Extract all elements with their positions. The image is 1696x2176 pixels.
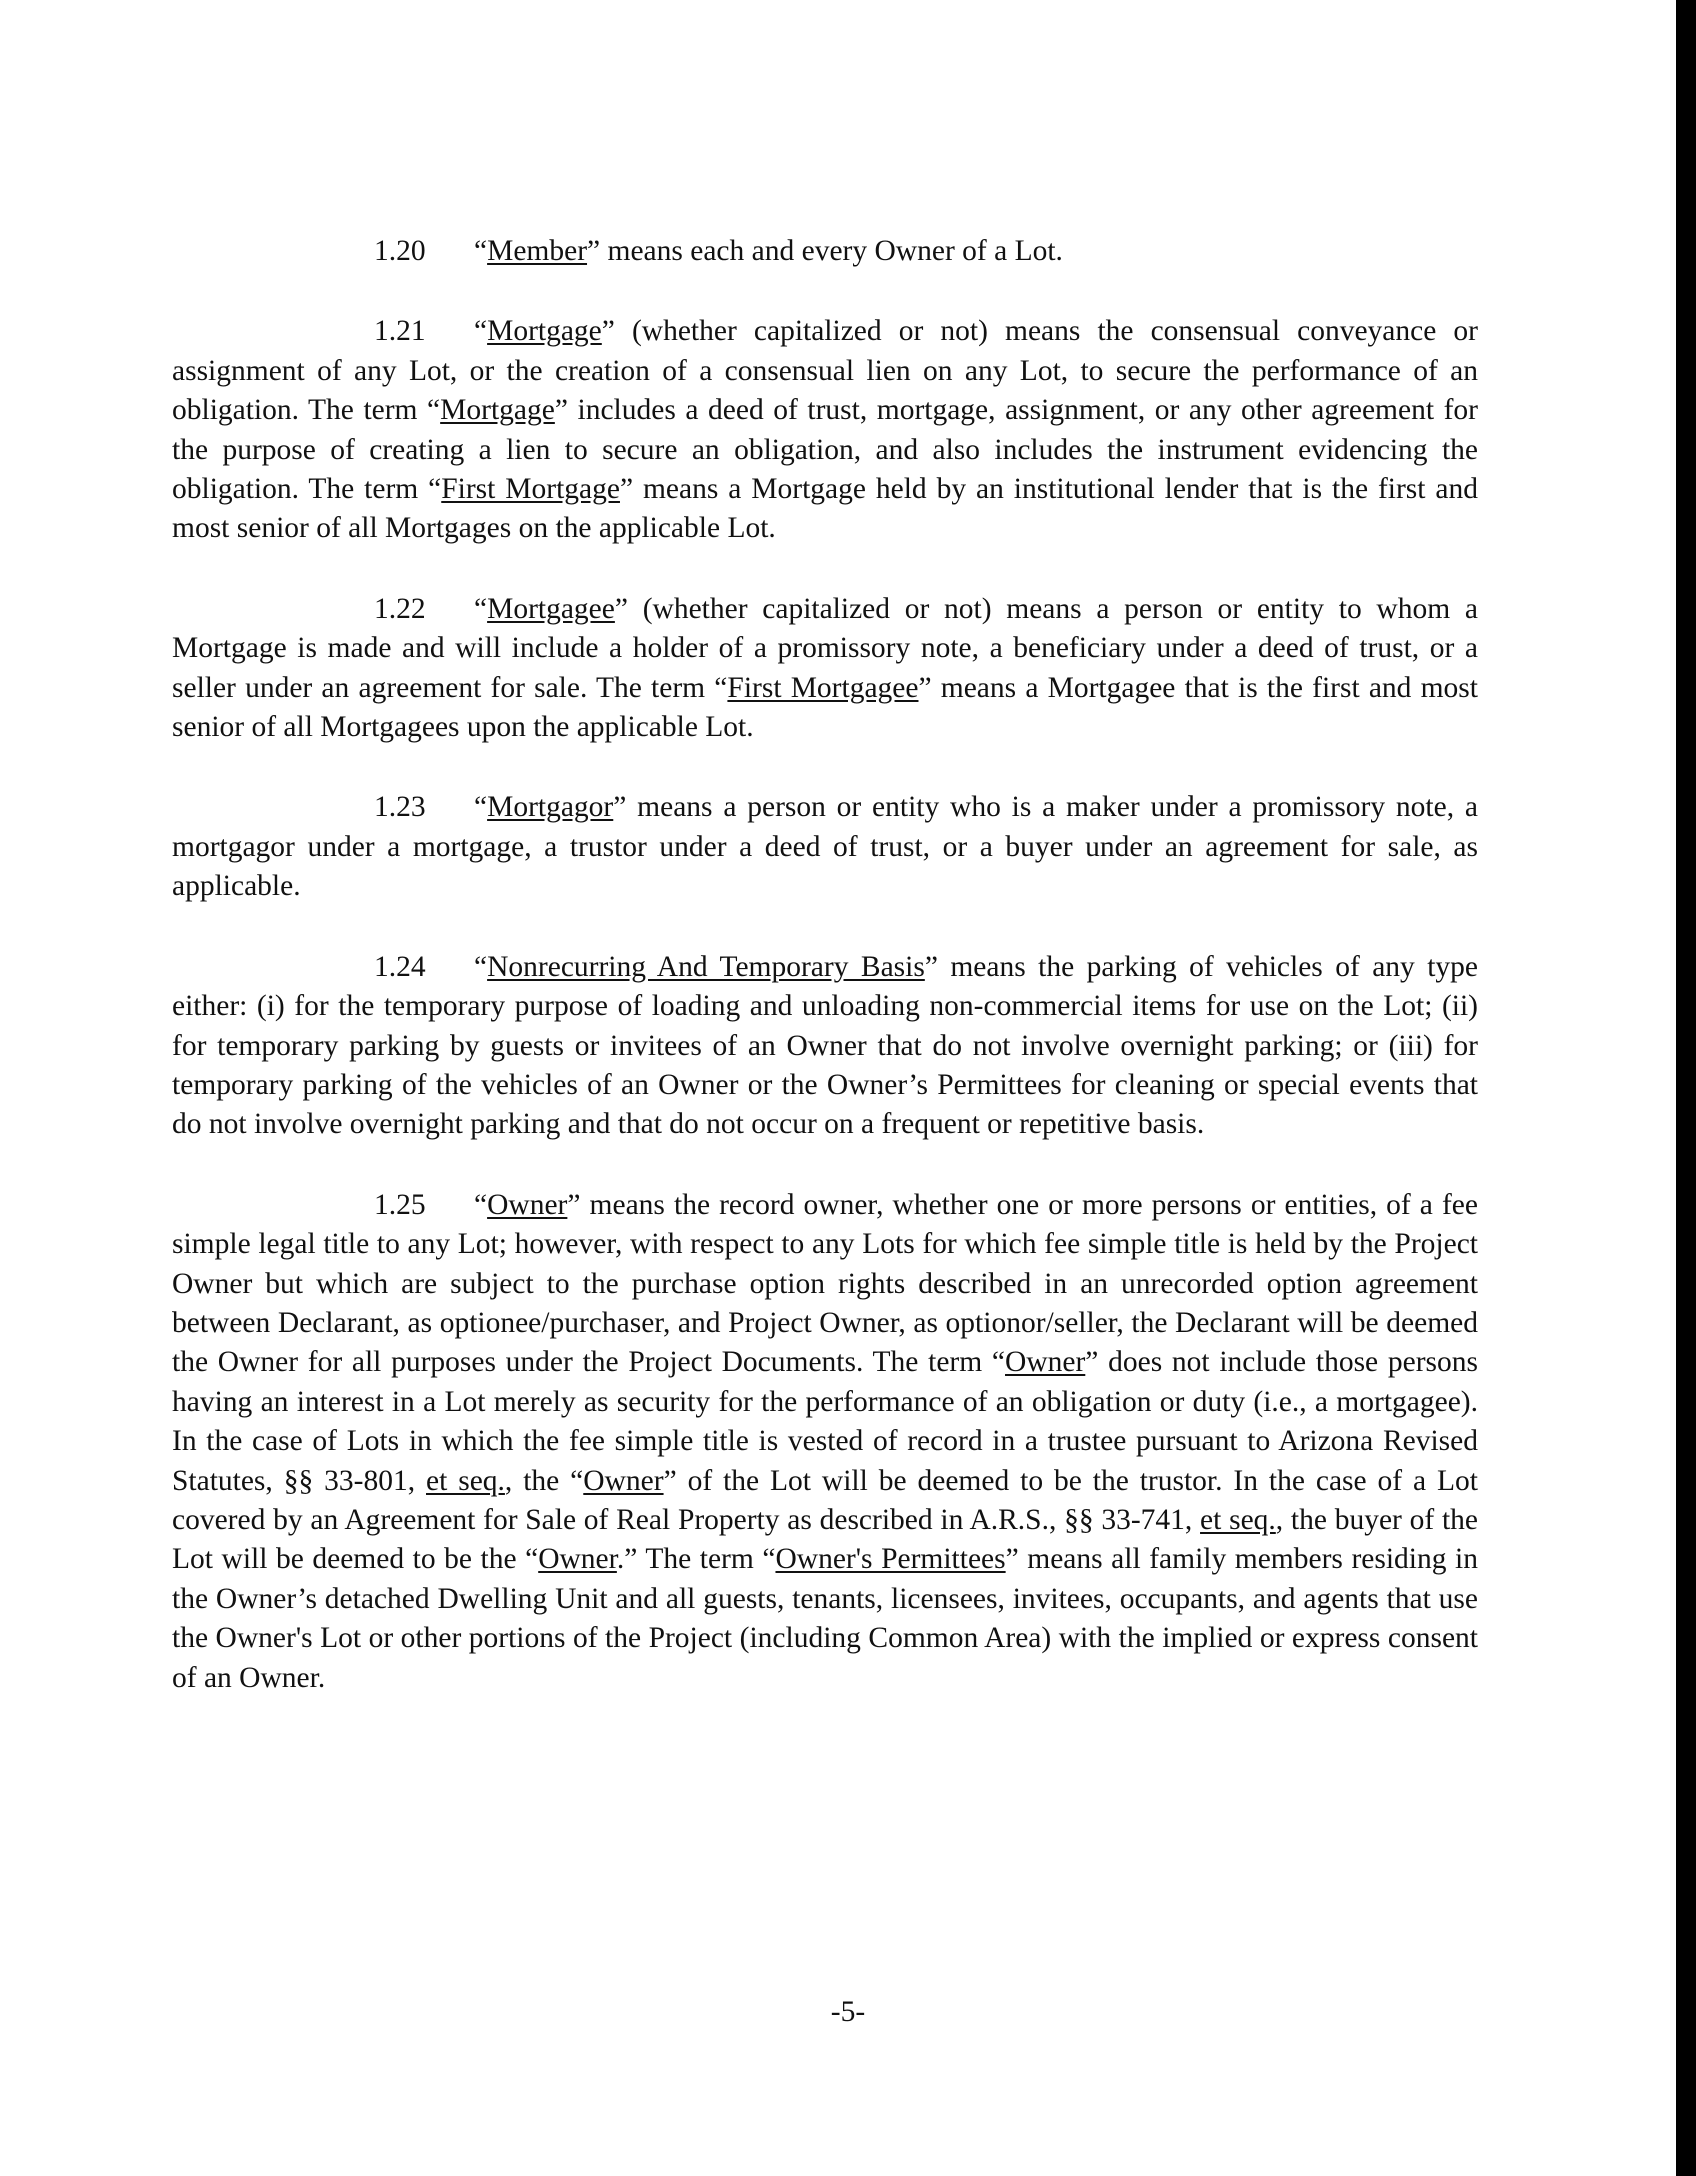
section-number: 1.21 — [374, 315, 426, 348]
text-run: ” means each and every Owner of a Lot. — [587, 235, 1063, 267]
text-run: “ — [474, 791, 488, 824]
defined-term: First Mortgagee — [727, 671, 919, 704]
defined-term: Mortgage — [487, 315, 602, 348]
text-run: ” means the parking of vehicles of any type either: (i) for the temporary purpose of loading and unloading non-commercial items for use on the Lot; (ii) for temporary parking by guests or invitees of an Owner that do not involve overnight parking; or (iii) for temporary parking of the vehicles of an Owner or the Owner’s Permittees for cleaning or special events that do not involve overnight parking and that do not occur on a frequent or repetitive basis. — [172, 950, 1478, 1141]
text-run: ” means all family members residing in the Owner’s detached Dwelling Unit and all guests, tenants, licensees, invitees, occupants, and agents that use the Owner's Lot or other portions of the Project (including Common Area) with the implied or express consent of an Owner. — [172, 1543, 1478, 1694]
defined-term: Mortgagor — [487, 791, 614, 824]
text-run: “ — [474, 315, 488, 348]
page-number: -5- — [830, 1996, 866, 2028]
defined-term: Owner — [583, 1464, 664, 1497]
defined-term: et seq. — [426, 1464, 505, 1497]
section-1-20 — [172, 232, 1478, 271]
defined-term: First Mortgage — [441, 473, 620, 506]
text-run: “ — [474, 592, 488, 625]
defined-term: Owner — [538, 1543, 617, 1576]
text-run: “ — [474, 950, 488, 983]
scan-edge-border — [1676, 0, 1696, 2176]
text-run: ” of the Lot will be deemed to be the trustor. In the case of a Lot covered by an Agreement for Sale of Real Property as described in A.R.S., §§ 33-741, — [172, 1464, 1478, 1536]
section-1-25 — [172, 1186, 1478, 1698]
section-number: 1.25 — [374, 1188, 426, 1221]
defined-term: Owner — [487, 1188, 568, 1221]
text-run: “ — [474, 235, 488, 267]
section-1-22 — [172, 590, 1478, 748]
defined-term: Mortgagee — [487, 592, 615, 625]
defined-term: Mortgage — [440, 394, 555, 427]
section-number: 1.22 — [374, 592, 426, 625]
text-run: ” means a person or entity who is a maker under a promissory note, a mortgagor under a mortgage, a trustor under a deed of trust, or a buyer under an agreement for sale, as applicable. — [172, 791, 1478, 903]
section-1-24 — [172, 948, 1478, 1145]
section-number: 1.24 — [374, 950, 426, 983]
text-run: ” does not include those persons having an interest in a Lot merely as security for the performance of an obligation or duty (i.e., a mortgagee). In the case of Lots in which the fee simple title is vested of record in a trustee pursuant to Arizona Revised Statutes, §§ 33-801, — [172, 1346, 1478, 1497]
section-1-21 — [172, 312, 1478, 548]
text-run: ” (whether capitalized or not) means the consensual conveyance or assignment of any Lot, or the creation of a consensual lien on any Lot, to secure the performance of an obligation. The term “ — [172, 315, 1478, 427]
text-run: ” means a Mortgage held by an institutional lender that is the first and most senior of all Mortgages on the applicable Lot. — [172, 473, 1478, 545]
text-run: , the buyer of the Lot will be deemed to be the “ — [172, 1503, 1478, 1576]
defined-term: Member — [487, 235, 588, 267]
text-run: ” (whether capitalized or not) means a person or entity to whom a Mortgage is made and will include a holder of a promissory note, a beneficiary under a deed of trust, or a seller under an agreement for sale. The term “ — [172, 592, 1478, 704]
defined-term: et seq. — [1200, 1503, 1276, 1536]
text-run: ” means a Mortgagee that is the first and most senior of all Mortgagees upon the applicable Lot. — [172, 671, 1478, 744]
text-run: .” The term “ — [616, 1543, 776, 1576]
section-number: 1.23 — [374, 791, 426, 824]
defined-term: Owner's Permittees — [775, 1543, 1006, 1576]
defined-term: Nonrecurring And Temporary Basis — [487, 950, 925, 983]
definitions-body — [172, 232, 1478, 1739]
text-run: ” includes a deed of trust, mortgage, assignment, or any other agreement for the purpose of creating a lien to secure an obligation, and also includes the instrument evidencing the obligation. The term “ — [172, 394, 1478, 506]
section-1-23 — [172, 788, 1478, 906]
text-run: ” means the record owner, whether one or more persons or entities, of a fee simple legal title to any Lot; however, with respect to any Lots for which fee simple title is held by the Project Owner but which are subject to the purchase option rights described in an unrecorded option agreement between Declarant, as optionee/purchaser, and Project Owner, as optionor/seller, the Declarant will be deemed the Owner for all purposes under the Project Documents. The term “ — [172, 1188, 1478, 1379]
text-run: “ — [474, 1188, 488, 1221]
defined-term: Owner — [1005, 1346, 1086, 1379]
section-number: 1.20 — [374, 235, 426, 267]
text-run: , the “ — [504, 1464, 584, 1497]
